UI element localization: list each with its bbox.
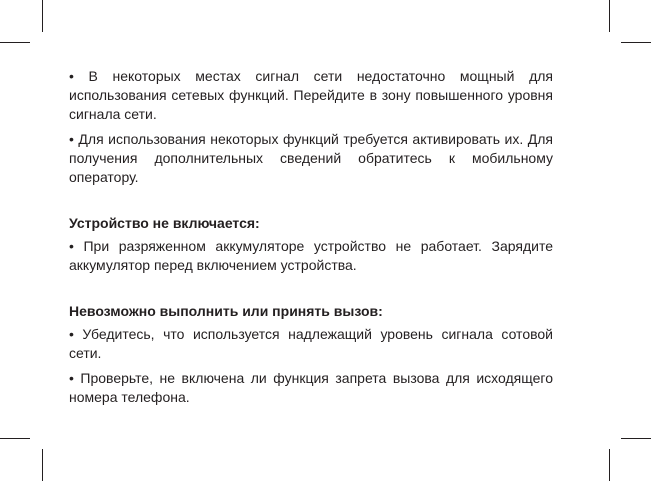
bullet-battery-discharged: • При разряженном аккумуляторе устройство не работает. Зарядите аккумулятор перед включением устройства. [69, 238, 553, 273]
section-network-signal [69, 67, 553, 187]
crop-mark-bottom-left-horizontal [0, 438, 30, 439]
bullet-check-call-barring: • Проверьте, не включена ли функция запрета вызова для исходящего номера телефона. [69, 370, 553, 405]
page-content [69, 67, 553, 413]
crop-mark-bottom-left-vertical [42, 449, 43, 481]
crop-mark-bottom-right-vertical [609, 449, 610, 481]
section-device-not-turning-on [69, 214, 553, 275]
bullet-check-signal-level: • Убедитесь, что используется надлежащий уровень сигнала сотовой сети. [69, 326, 553, 361]
bullet-activate-functions: • Для использования некоторых функций требуется активировать их. Для получения дополнительных сведений обратитесь к мобильному оператору. [69, 131, 553, 185]
crop-mark-top-right-horizontal [621, 42, 651, 43]
bullet-weak-signal: • В некоторых местах сигнал сети недостаточно мощный для использования сетевых функций. Перейдите в зону повышенного уровня сигнала сети. [69, 68, 553, 122]
crop-mark-top-left-vertical [42, 0, 43, 32]
heading-cannot-make-call: Невозможно выполнить или принять вызов: [69, 303, 383, 319]
section-cannot-make-call [69, 302, 553, 407]
crop-mark-top-right-vertical [609, 0, 610, 32]
crop-mark-top-left-horizontal [0, 42, 30, 43]
crop-mark-bottom-right-horizontal [621, 438, 651, 439]
heading-device-not-turning-on: Устройство не включается: [69, 215, 260, 231]
